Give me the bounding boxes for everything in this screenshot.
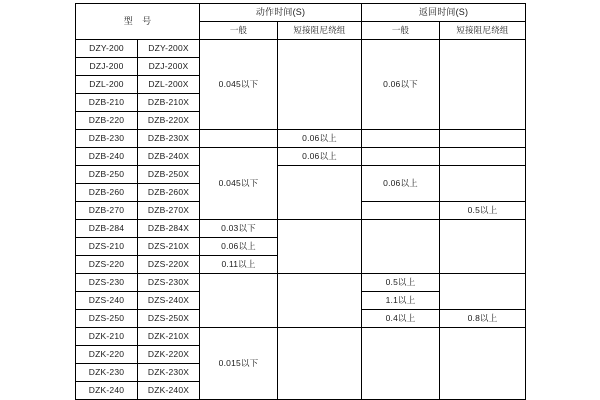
header-return-damped: 短接阻尼绕组	[440, 22, 526, 40]
cell-code: DZB-270X	[138, 202, 200, 220]
cell-return-general: 1.1以上	[362, 292, 440, 310]
cell-code: DZL-200X	[138, 76, 200, 94]
table-row	[76, 328, 526, 346]
header-return-general: 一般	[362, 22, 440, 40]
cell-model: DZB-230	[76, 130, 138, 148]
cell-action-general	[200, 274, 278, 328]
cell-action-damped	[278, 274, 362, 328]
cell-return-general: 0.5以上	[362, 274, 440, 292]
cell-code: DZK-230X	[138, 364, 200, 382]
cell-return-general	[362, 202, 440, 220]
cell-model: DZB-240	[76, 148, 138, 166]
cell-model: DZL-200	[76, 76, 138, 94]
cell-return-general	[362, 220, 440, 274]
table-row	[76, 274, 526, 292]
cell-code: DZB-210X	[138, 94, 200, 112]
cell-action-damped: 0.06以上	[278, 130, 362, 148]
cell-code: DZY-200X	[138, 40, 200, 58]
cell-model: DZK-240	[76, 382, 138, 400]
cell-model: DZS-220	[76, 256, 138, 274]
cell-return-damped	[440, 166, 526, 202]
cell-action-damped	[278, 220, 362, 274]
cell-return-general	[362, 328, 440, 400]
cell-code: DZS-250X	[138, 310, 200, 328]
table-row	[76, 40, 526, 58]
cell-code: DZJ-200X	[138, 58, 200, 76]
cell-code: DZK-240X	[138, 382, 200, 400]
cell-model: DZS-250	[76, 310, 138, 328]
cell-code: DZB-260X	[138, 184, 200, 202]
cell-return-damped	[440, 328, 526, 400]
header-action-general: 一般	[200, 22, 278, 40]
cell-return-general: 0.4以上	[362, 310, 440, 328]
cell-code: DZS-220X	[138, 256, 200, 274]
cell-model: DZB-220	[76, 112, 138, 130]
cell-return-damped	[440, 220, 526, 274]
cell-return-damped: 0.8以上	[440, 310, 526, 328]
cell-model: DZJ-200	[76, 58, 138, 76]
header-type: 型 号	[76, 4, 200, 40]
cell-return-damped	[440, 40, 526, 130]
cell-action-damped	[278, 40, 362, 130]
cell-model: DZS-210	[76, 238, 138, 256]
cell-return-general: 0.06以上	[362, 166, 440, 202]
cell-code: DZK-220X	[138, 346, 200, 364]
cell-code: DZS-240X	[138, 292, 200, 310]
cell-action-general: 0.06以上	[200, 238, 278, 256]
table-row	[76, 166, 526, 184]
header-action-time: 动作时间(S)	[200, 4, 362, 22]
cell-model: DZS-240	[76, 292, 138, 310]
relay-timing-table	[75, 3, 526, 400]
cell-code: DZK-210X	[138, 328, 200, 346]
cell-model: DZB-270	[76, 202, 138, 220]
cell-return-damped	[440, 130, 526, 148]
table-row	[76, 220, 526, 238]
cell-return-general: 0.06以下	[362, 40, 440, 130]
cell-code: DZB-250X	[138, 166, 200, 184]
cell-return-general	[362, 130, 440, 148]
cell-code: DZB-230X	[138, 130, 200, 148]
cell-return-general	[362, 148, 440, 166]
cell-return-damped: 0.5以上	[440, 202, 526, 220]
cell-model: DZY-200	[76, 40, 138, 58]
cell-action-general: 0.03以下	[200, 220, 278, 238]
cell-model: DZB-260	[76, 184, 138, 202]
cell-action-general	[200, 130, 278, 148]
cell-model: DZS-230	[76, 274, 138, 292]
header-action-damped: 短接阻尼绕组	[278, 22, 362, 40]
cell-model: DZB-284	[76, 220, 138, 238]
cell-model: DZK-220	[76, 346, 138, 364]
cell-action-damped	[278, 328, 362, 400]
table-row	[76, 130, 526, 148]
cell-code: DZB-220X	[138, 112, 200, 130]
header-return-time: 返回时间(S)	[362, 4, 526, 22]
cell-model: DZK-230	[76, 364, 138, 382]
cell-action-general: 0.045以下	[200, 40, 278, 130]
cell-action-damped: 0.06以上	[278, 148, 362, 166]
cell-code: DZB-284X	[138, 220, 200, 238]
cell-action-general: 0.11以上	[200, 256, 278, 274]
cell-model: DZB-210	[76, 94, 138, 112]
cell-code: DZS-210X	[138, 238, 200, 256]
cell-action-damped	[278, 166, 362, 220]
cell-code: DZS-230X	[138, 274, 200, 292]
cell-code: DZB-240X	[138, 148, 200, 166]
cell-model: DZB-250	[76, 166, 138, 184]
table-header-row-groups	[76, 4, 526, 22]
cell-action-general: 0.015以下	[200, 328, 278, 400]
cell-return-damped	[440, 274, 526, 310]
table-row	[76, 148, 526, 166]
cell-return-damped	[440, 148, 526, 166]
cell-action-general: 0.045以下	[200, 148, 278, 220]
cell-model: DZK-210	[76, 328, 138, 346]
